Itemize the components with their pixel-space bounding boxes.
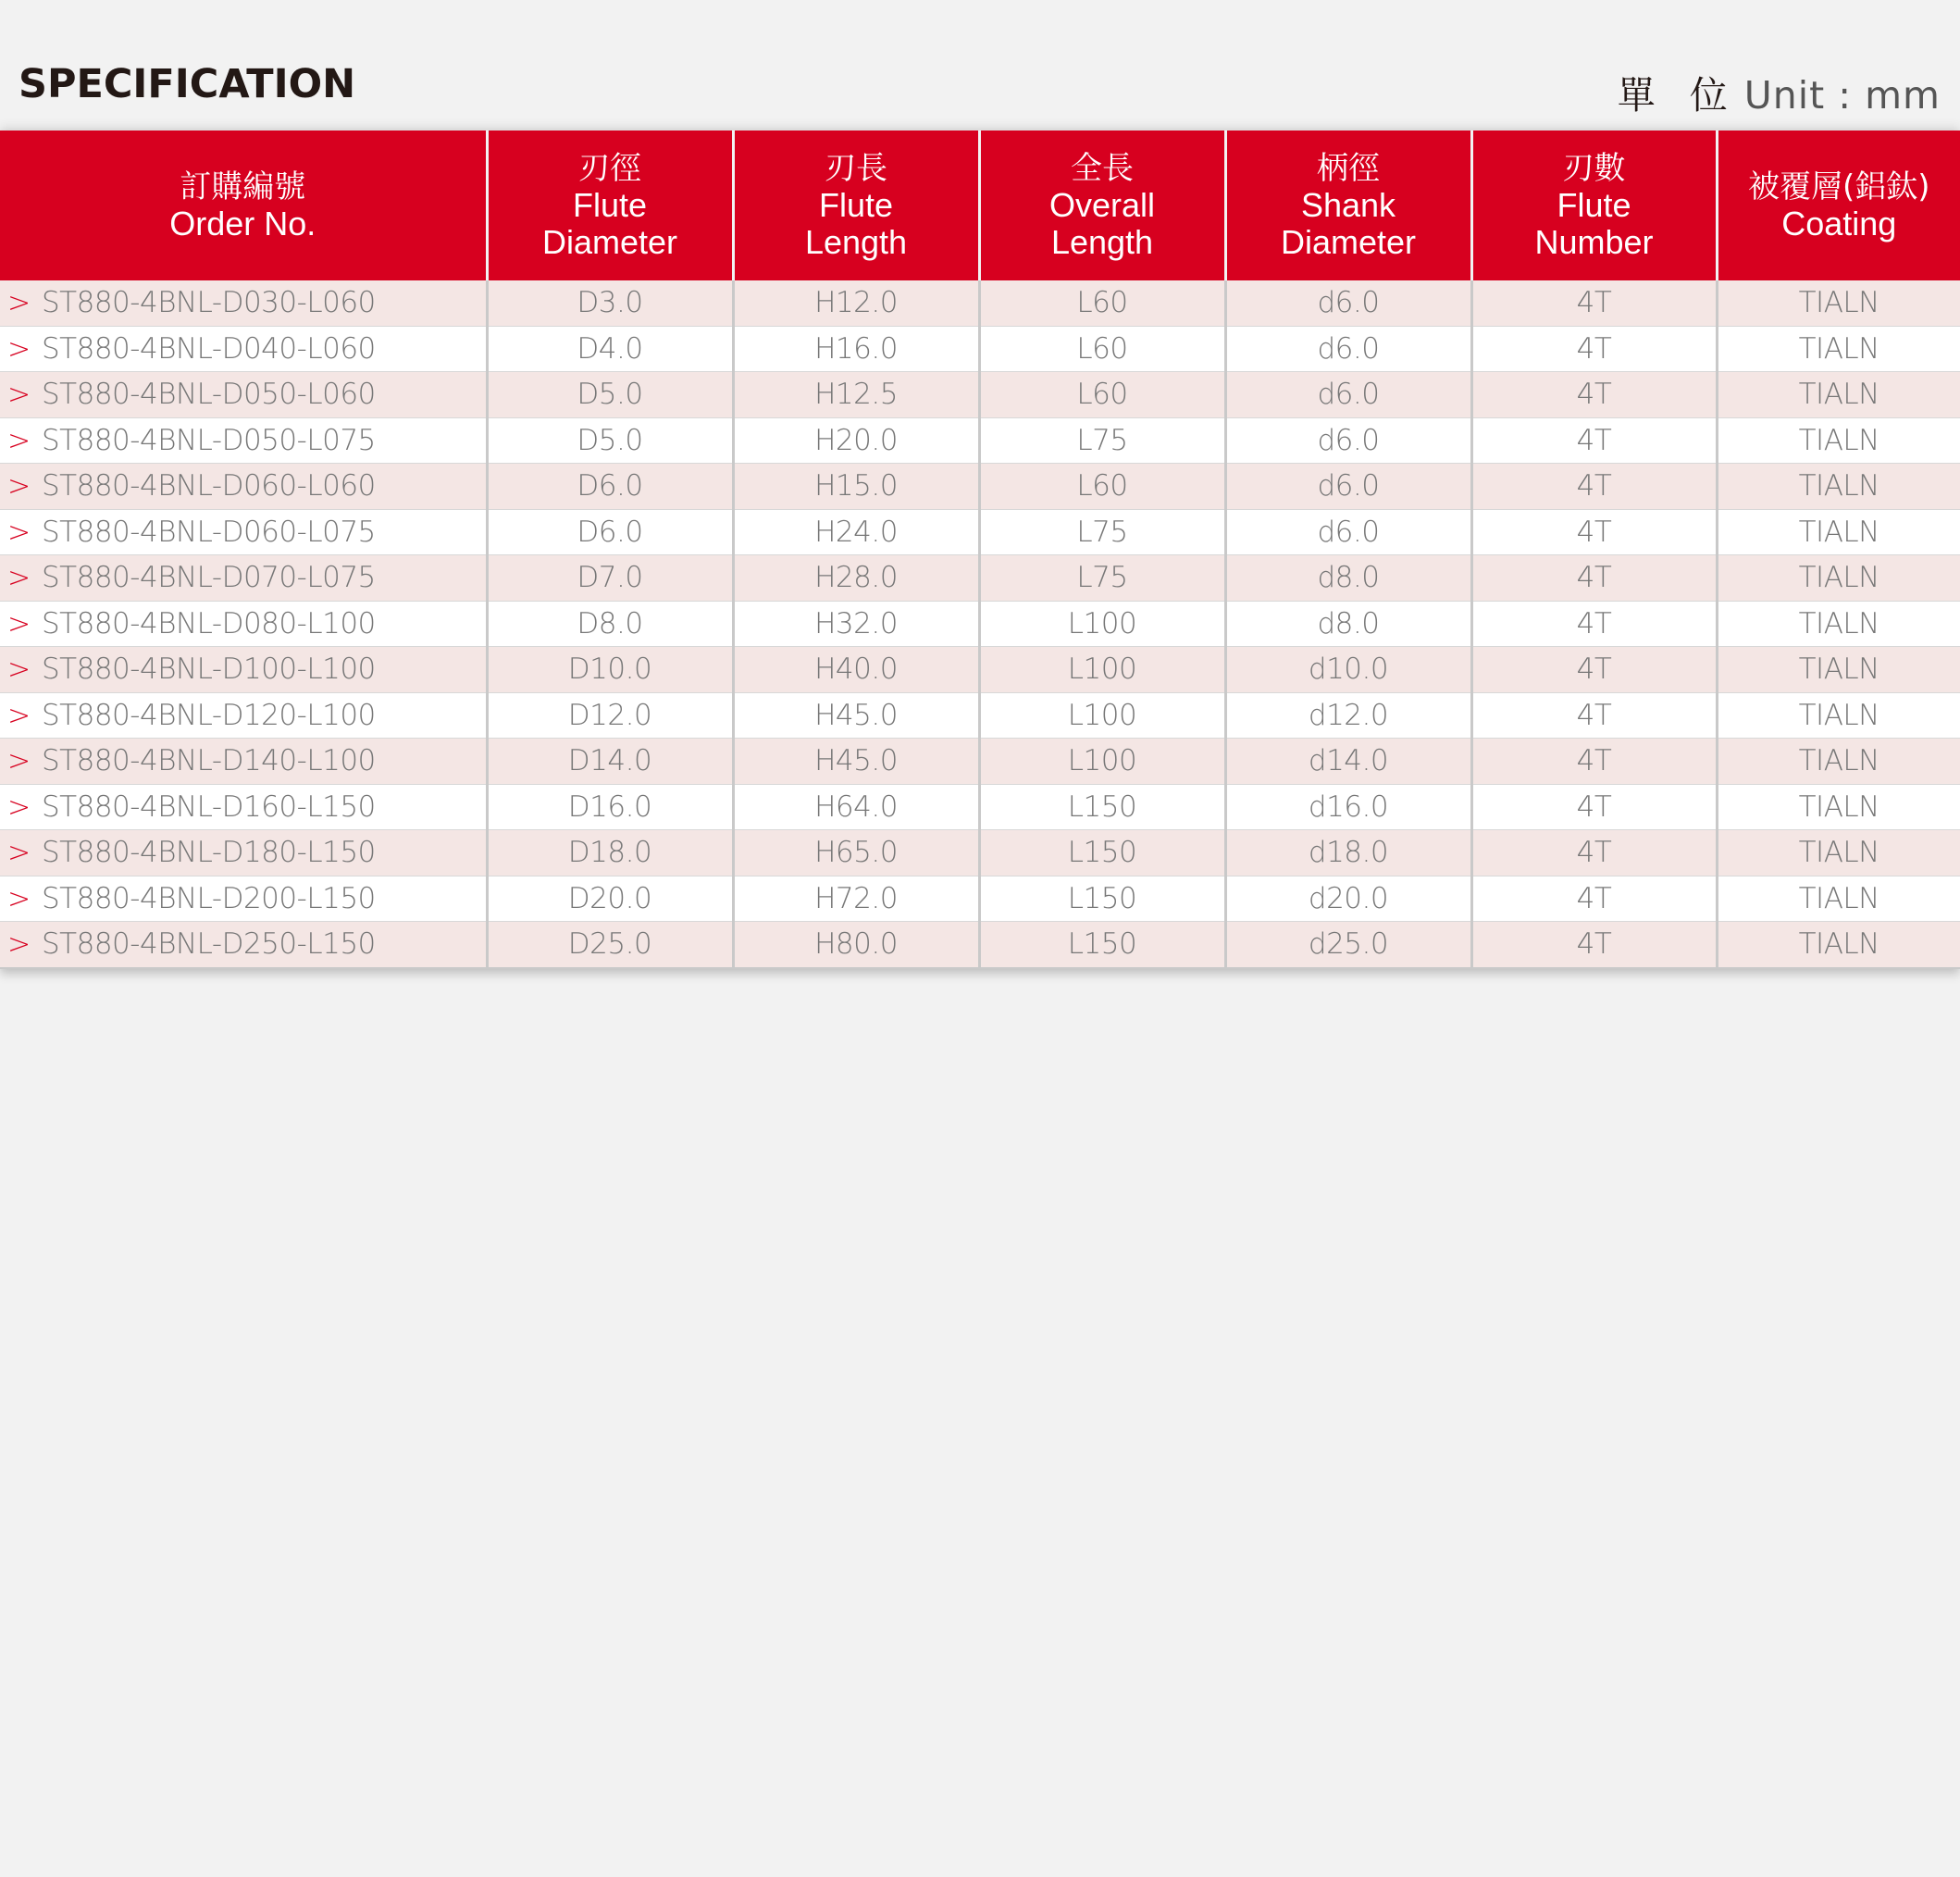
order-number-text: ST880-4BNL-D200-L150	[42, 881, 376, 915]
column-header-cn: 被覆層(鋁鈦)	[1747, 168, 1930, 205]
overall-length-cell: L100	[979, 692, 1225, 739]
shank-diameter-cell: d16.0	[1225, 784, 1471, 830]
shank-diameter-cell: d8.0	[1225, 601, 1471, 647]
flute-diameter-cell: D14.0	[487, 739, 733, 785]
order-number-cell	[0, 876, 487, 922]
flute-diameter-cell: D10.0	[487, 647, 733, 693]
coating-cell: TIALN	[1717, 647, 1960, 693]
table-row[interactable]	[0, 280, 1960, 326]
unit-label-en: Unit : mm	[1743, 73, 1941, 118]
table-row[interactable]	[0, 555, 1960, 602]
coating-cell: TIALN	[1717, 601, 1960, 647]
column-header-en: Order No.	[169, 205, 316, 242]
table-row[interactable]	[0, 784, 1960, 830]
flute-number-cell: 4T	[1471, 830, 1717, 876]
flute-number-cell: 4T	[1471, 784, 1717, 830]
flute-number-cell: 4T	[1471, 692, 1717, 739]
table-row[interactable]	[0, 464, 1960, 510]
table-row[interactable]	[0, 830, 1960, 876]
flute-number-cell: 4T	[1471, 647, 1717, 693]
flute-number-cell: 4T	[1471, 509, 1717, 555]
flute-length-cell: H16.0	[733, 326, 979, 372]
coating-cell: TIALN	[1717, 464, 1960, 510]
chevron-right-icon: >	[7, 562, 31, 595]
column-header-cn: 訂購編號	[180, 168, 306, 205]
column-header-en: Length	[1050, 223, 1154, 261]
page-title: SPECIFICATION	[19, 61, 356, 107]
chevron-right-icon: >	[7, 516, 31, 549]
order-number-text: ST880-4BNL-D100-L100	[42, 653, 376, 687]
order-number-text: ST880-4BNL-D060-L075	[42, 515, 376, 549]
overall-length-cell: L100	[979, 647, 1225, 693]
chevron-right-icon: >	[7, 424, 31, 457]
column-header-en: Number	[1534, 223, 1654, 261]
column-header-cn: 刃長	[825, 150, 887, 187]
chevron-right-icon: >	[7, 745, 31, 778]
order-number-text: ST880-4BNL-D040-L060	[42, 331, 376, 366]
overall-length-cell: L75	[979, 509, 1225, 555]
order-number-cell	[0, 372, 487, 418]
flute-length-cell: H65.0	[733, 830, 979, 876]
flute-number-cell: 4T	[1471, 280, 1717, 326]
flute-length-cell: H64.0	[733, 784, 979, 830]
order-number-cell	[0, 922, 487, 968]
table-row[interactable]	[0, 372, 1960, 418]
column-header-en: Coating	[1781, 205, 1897, 242]
table-header-row	[0, 131, 1960, 280]
table-row[interactable]	[0, 876, 1960, 922]
coating-cell: TIALN	[1717, 830, 1960, 876]
column-header-en: Length	[804, 223, 908, 261]
column-header-cn: 刃徑	[578, 150, 641, 187]
order-number-cell	[0, 784, 487, 830]
order-number-cell	[0, 326, 487, 372]
overall-length-cell: L150	[979, 922, 1225, 968]
flute-diameter-cell: D6.0	[487, 464, 733, 510]
coating-cell: TIALN	[1717, 784, 1960, 830]
coating-cell: TIALN	[1717, 922, 1960, 968]
table-row[interactable]	[0, 417, 1960, 464]
shank-diameter-cell: d6.0	[1225, 417, 1471, 464]
header-flute-number	[1471, 131, 1717, 280]
order-number-text: ST880-4BNL-D070-L075	[42, 561, 376, 595]
column-header-en: Overall	[1048, 186, 1156, 224]
chevron-right-icon: >	[7, 607, 31, 640]
column-header-en: Diameter	[541, 223, 678, 261]
order-number-cell	[0, 692, 487, 739]
column-header-en: Flute	[818, 186, 894, 224]
shank-diameter-cell: d14.0	[1225, 739, 1471, 785]
coating-cell: TIALN	[1717, 555, 1960, 602]
flute-diameter-cell: D20.0	[487, 876, 733, 922]
header-shank-diameter	[1225, 131, 1471, 280]
flute-length-cell: H40.0	[733, 647, 979, 693]
flute-length-cell: H32.0	[733, 601, 979, 647]
chevron-right-icon: >	[7, 699, 31, 732]
specification-table	[0, 131, 1960, 969]
shank-diameter-cell: d6.0	[1225, 326, 1471, 372]
flute-diameter-cell: D4.0	[487, 326, 733, 372]
flute-diameter-cell: D6.0	[487, 509, 733, 555]
order-number-text: ST880-4BNL-D250-L150	[42, 927, 376, 962]
flute-length-cell: H12.5	[733, 372, 979, 418]
table-row[interactable]	[0, 601, 1960, 647]
column-header-cn: 全長	[1071, 150, 1134, 187]
flute-length-cell: H45.0	[733, 739, 979, 785]
shank-diameter-cell: d12.0	[1225, 692, 1471, 739]
coating-cell: TIALN	[1717, 692, 1960, 739]
overall-length-cell: L60	[979, 326, 1225, 372]
flute-diameter-cell: D25.0	[487, 922, 733, 968]
table-body	[0, 280, 1960, 968]
overall-length-cell: L150	[979, 830, 1225, 876]
overall-length-cell: L150	[979, 876, 1225, 922]
flute-length-cell: H28.0	[733, 555, 979, 602]
order-number-text: ST880-4BNL-D050-L060	[42, 378, 376, 412]
order-number-text: ST880-4BNL-D050-L075	[42, 423, 376, 457]
shank-diameter-cell: d18.0	[1225, 830, 1471, 876]
table-row[interactable]	[0, 692, 1960, 739]
order-number-text: ST880-4BNL-D030-L060	[42, 286, 376, 320]
chevron-right-icon: >	[7, 332, 31, 366]
order-number-cell	[0, 464, 487, 510]
coating-cell: TIALN	[1717, 372, 1960, 418]
order-number-cell	[0, 739, 487, 785]
coating-cell: TIALN	[1717, 876, 1960, 922]
order-number-text: ST880-4BNL-D080-L100	[42, 606, 376, 640]
chevron-right-icon: >	[7, 882, 31, 915]
coating-cell: TIALN	[1717, 509, 1960, 555]
table-row[interactable]	[0, 739, 1960, 785]
flute-length-cell: H24.0	[733, 509, 979, 555]
coating-cell: TIALN	[1717, 280, 1960, 326]
header-coating	[1717, 131, 1960, 280]
flute-number-cell: 4T	[1471, 417, 1717, 464]
flute-number-cell: 4T	[1471, 876, 1717, 922]
order-number-cell	[0, 830, 487, 876]
order-number-text: ST880-4BNL-D060-L060	[42, 469, 376, 503]
column-header-en: Shank	[1300, 186, 1396, 224]
column-header-cn: 刃數	[1562, 150, 1626, 187]
flute-diameter-cell: D18.0	[487, 830, 733, 876]
flute-length-cell: H72.0	[733, 876, 979, 922]
order-number-cell	[0, 601, 487, 647]
table-row[interactable]	[0, 647, 1960, 693]
column-header-en: Flute	[572, 186, 648, 224]
order-number-cell	[0, 555, 487, 602]
order-number-text: ST880-4BNL-D180-L150	[42, 836, 376, 870]
shank-diameter-cell: d20.0	[1225, 876, 1471, 922]
flute-number-cell: 4T	[1471, 555, 1717, 602]
flute-number-cell: 4T	[1471, 922, 1717, 968]
chevron-right-icon: >	[7, 287, 31, 320]
order-number-text: ST880-4BNL-D120-L100	[42, 698, 376, 732]
flute-diameter-cell: D12.0	[487, 692, 733, 739]
flute-diameter-cell: D3.0	[487, 280, 733, 326]
flute-length-cell: H45.0	[733, 692, 979, 739]
order-number-cell	[0, 509, 487, 555]
unit-label-cn: 單 位	[1617, 73, 1739, 118]
overall-length-cell: L150	[979, 784, 1225, 830]
overall-length-cell: L60	[979, 280, 1225, 326]
flute-length-cell: H12.0	[733, 280, 979, 326]
shank-diameter-cell: d8.0	[1225, 555, 1471, 602]
table-row[interactable]	[0, 922, 1960, 968]
overall-length-cell: L75	[979, 555, 1225, 602]
overall-length-cell: L60	[979, 464, 1225, 510]
shank-diameter-cell: d6.0	[1225, 280, 1471, 326]
flute-number-cell: 4T	[1471, 464, 1717, 510]
flute-diameter-cell: D7.0	[487, 555, 733, 602]
column-header-en: Diameter	[1280, 223, 1417, 261]
flute-number-cell: 4T	[1471, 601, 1717, 647]
column-header-cn: 柄徑	[1317, 150, 1380, 187]
coating-cell: TIALN	[1717, 326, 1960, 372]
coating-cell: TIALN	[1717, 417, 1960, 464]
flute-diameter-cell: D8.0	[487, 601, 733, 647]
header-flute-diameter	[487, 131, 733, 280]
order-number-cell	[0, 647, 487, 693]
order-number-text: ST880-4BNL-D140-L100	[42, 744, 376, 778]
chevron-right-icon: >	[7, 790, 31, 824]
header-flute-length	[733, 131, 979, 280]
shank-diameter-cell: d10.0	[1225, 647, 1471, 693]
chevron-right-icon: >	[7, 928, 31, 962]
chevron-right-icon: >	[7, 470, 31, 503]
flute-length-cell: H80.0	[733, 922, 979, 968]
shank-diameter-cell: d6.0	[1225, 509, 1471, 555]
chevron-right-icon: >	[7, 653, 31, 687]
flute-diameter-cell: D5.0	[487, 372, 733, 418]
flute-number-cell: 4T	[1471, 372, 1717, 418]
shank-diameter-cell: d6.0	[1225, 464, 1471, 510]
shank-diameter-cell: d6.0	[1225, 372, 1471, 418]
chevron-right-icon: >	[7, 379, 31, 412]
table-row[interactable]	[0, 509, 1960, 555]
order-number-cell	[0, 417, 487, 464]
shank-diameter-cell: d25.0	[1225, 922, 1471, 968]
column-header-en: Flute	[1557, 186, 1631, 224]
overall-length-cell: L60	[979, 372, 1225, 418]
specification-table-container	[0, 131, 1960, 969]
header-overall-length	[979, 131, 1225, 280]
overall-length-cell: L100	[979, 739, 1225, 785]
header-order-no	[0, 131, 487, 280]
chevron-right-icon: >	[7, 837, 31, 870]
flute-length-cell: H15.0	[733, 464, 979, 510]
flute-diameter-cell: D5.0	[487, 417, 733, 464]
table-row[interactable]	[0, 326, 1960, 372]
flute-number-cell: 4T	[1471, 739, 1717, 785]
overall-length-cell: L75	[979, 417, 1225, 464]
order-number-cell	[0, 280, 487, 326]
unit-label	[1618, 65, 1941, 119]
overall-length-cell: L100	[979, 601, 1225, 647]
flute-length-cell: H20.0	[733, 417, 979, 464]
coating-cell: TIALN	[1717, 739, 1960, 785]
order-number-text: ST880-4BNL-D160-L150	[42, 789, 376, 824]
flute-number-cell: 4T	[1471, 326, 1717, 372]
flute-diameter-cell: D16.0	[487, 784, 733, 830]
